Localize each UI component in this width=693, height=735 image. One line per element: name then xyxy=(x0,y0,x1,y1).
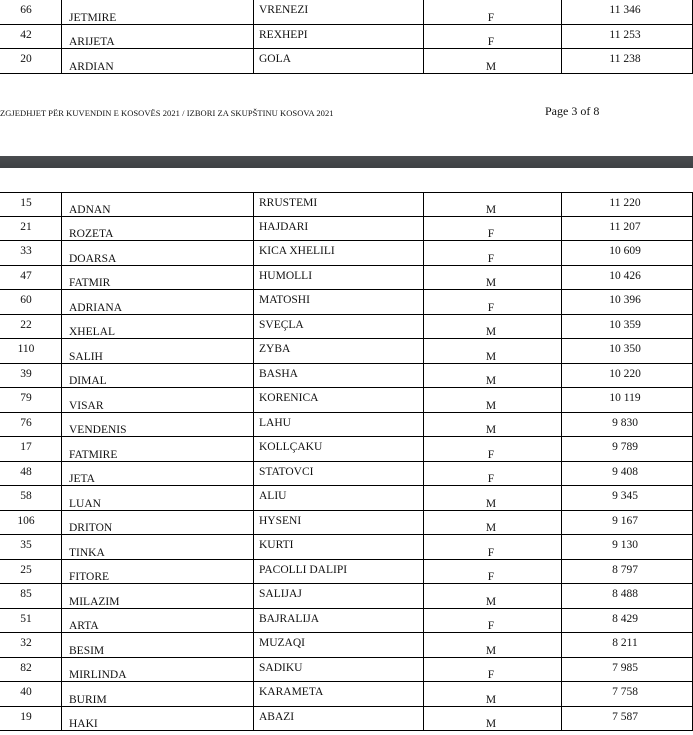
column-divider xyxy=(253,511,254,536)
column-divider xyxy=(61,25,62,50)
column-divider xyxy=(253,49,254,74)
vote-count: 9 130 xyxy=(612,539,638,551)
column-divider xyxy=(561,462,562,487)
first-name: JETA xyxy=(69,473,95,485)
column-divider xyxy=(423,0,424,25)
candidate-number: 48 xyxy=(20,465,32,478)
first-name: HAKI xyxy=(69,718,98,730)
column-divider xyxy=(423,486,424,511)
table-row xyxy=(0,388,693,413)
column-divider xyxy=(423,560,424,585)
first-name: ADNAN xyxy=(69,203,111,216)
vote-count: 9 345 xyxy=(612,490,638,502)
last-name: SADIKU xyxy=(259,661,303,674)
table-row xyxy=(0,584,693,609)
gender: M xyxy=(485,203,497,216)
column-divider xyxy=(561,193,562,217)
first-name: LUAN xyxy=(69,497,101,510)
gender: F xyxy=(487,228,495,240)
column-divider xyxy=(423,462,424,487)
footer-title: ZGJEDHJET PËR KUVENDIN E KOSOVËS 2021 / IZBORI ZA SKUPŠTINU KOSOVA 2021 xyxy=(0,108,334,118)
gender: F xyxy=(487,546,495,559)
candidate-number: 40 xyxy=(20,686,32,698)
column-divider xyxy=(61,437,62,462)
column-divider xyxy=(61,609,62,634)
vote-count: 9 789 xyxy=(612,441,638,453)
column-divider xyxy=(61,388,62,413)
column-divider xyxy=(61,241,62,266)
candidate-number: 47 xyxy=(20,269,32,282)
vote-count: 8 797 xyxy=(612,563,638,576)
column-divider xyxy=(561,0,562,25)
page-3-bottom xyxy=(0,0,693,156)
table-row xyxy=(0,633,693,658)
column-divider xyxy=(253,584,254,609)
column-divider xyxy=(253,413,254,438)
column-divider xyxy=(253,266,254,291)
last-name: KORENICA xyxy=(259,392,319,404)
last-name: KICA XHELILI xyxy=(259,245,335,257)
first-name: FATMIR xyxy=(69,277,111,289)
candidate-number: 76 xyxy=(20,416,32,429)
table-row xyxy=(0,609,693,634)
table-row xyxy=(0,241,693,266)
gender: M xyxy=(485,497,497,510)
column-divider xyxy=(561,388,562,413)
gender: M xyxy=(485,424,497,436)
vote-count: 8 429 xyxy=(612,612,638,625)
column-divider xyxy=(561,658,562,683)
first-name: TINKA xyxy=(69,546,105,559)
last-name: ALIU xyxy=(259,490,287,502)
last-name: MUZAQI xyxy=(259,637,305,649)
column-divider xyxy=(61,315,62,340)
column-divider xyxy=(423,511,424,536)
column-divider xyxy=(253,633,254,658)
table-row xyxy=(0,364,693,389)
last-name: KURTI xyxy=(259,539,294,551)
first-name: BESIM xyxy=(69,644,105,657)
first-name: MILAZIM xyxy=(69,595,120,608)
column-divider xyxy=(561,437,562,462)
first-name: DRITON xyxy=(69,522,113,534)
table-row xyxy=(0,658,693,683)
gender: F xyxy=(487,620,495,632)
gender: F xyxy=(487,252,495,265)
column-divider xyxy=(423,658,424,683)
column-divider xyxy=(423,193,424,217)
column-divider xyxy=(253,437,254,462)
column-divider xyxy=(561,339,562,364)
column-divider xyxy=(61,511,62,536)
candidate-number: 51 xyxy=(20,612,32,625)
column-divider xyxy=(61,290,62,315)
column-divider xyxy=(561,535,562,560)
vote-count: 9 408 xyxy=(612,465,638,478)
last-name: RRUSTEMI xyxy=(259,197,318,209)
column-divider xyxy=(561,707,562,732)
first-name: FITORE xyxy=(69,571,110,583)
gender: F xyxy=(487,571,495,583)
page-footer xyxy=(0,104,693,122)
column-divider xyxy=(61,193,62,217)
vote-count: 8 211 xyxy=(612,637,638,649)
vote-count: 9 167 xyxy=(612,514,638,527)
vote-count: 10 359 xyxy=(609,318,641,331)
gender: M xyxy=(485,693,497,706)
vote-count: 11 238 xyxy=(609,53,641,65)
first-name: XHELAL xyxy=(69,326,115,338)
first-name: DOARSA xyxy=(69,252,117,265)
column-divider xyxy=(253,241,254,266)
column-divider xyxy=(561,241,562,266)
gender: F xyxy=(487,669,495,681)
column-divider xyxy=(561,682,562,707)
table-row xyxy=(0,560,693,585)
last-name: HUMOLLI xyxy=(259,269,313,282)
column-divider xyxy=(561,315,562,340)
gender: M xyxy=(485,375,497,387)
first-name: VENDENIS xyxy=(69,424,127,436)
vote-count: 7 758 xyxy=(612,686,638,698)
column-divider xyxy=(253,217,254,242)
column-divider xyxy=(423,413,424,438)
column-divider xyxy=(561,49,562,74)
column-divider xyxy=(561,584,562,609)
candidate-number: 110 xyxy=(17,343,35,355)
column-divider xyxy=(423,388,424,413)
table-row xyxy=(0,192,693,217)
last-name: ABAZI xyxy=(259,710,295,723)
first-name: SALIH xyxy=(69,350,103,363)
vote-count: 10 220 xyxy=(609,367,641,380)
column-divider xyxy=(61,486,62,511)
candidate-number: 22 xyxy=(20,318,32,331)
vote-count: 10 350 xyxy=(609,343,641,355)
column-divider xyxy=(253,609,254,634)
column-divider xyxy=(423,437,424,462)
first-name: ROZETA xyxy=(69,228,114,240)
column-divider xyxy=(61,462,62,487)
last-name: BAJRALIJA xyxy=(259,612,320,625)
first-name: ARTA xyxy=(69,620,99,632)
last-name: HYSENI xyxy=(259,514,302,527)
candidate-number: 106 xyxy=(17,514,35,527)
column-divider xyxy=(61,560,62,585)
column-divider xyxy=(253,707,254,732)
column-divider xyxy=(61,584,62,609)
column-divider xyxy=(423,609,424,634)
column-divider xyxy=(423,49,424,74)
vote-count: 7 587 xyxy=(612,710,638,723)
column-divider xyxy=(253,462,254,487)
column-divider xyxy=(423,315,424,340)
column-divider xyxy=(423,535,424,560)
candidate-number: 21 xyxy=(20,220,32,233)
candidate-number: 35 xyxy=(20,539,32,551)
table-row xyxy=(0,0,693,25)
table-row xyxy=(0,25,693,50)
table-row xyxy=(0,511,693,536)
column-divider xyxy=(561,413,562,438)
vote-count: 11 253 xyxy=(609,28,641,41)
gender: F xyxy=(487,301,495,314)
first-name: VISAR xyxy=(69,399,104,412)
column-divider xyxy=(423,339,424,364)
gender: M xyxy=(485,644,497,657)
candidate-number: 60 xyxy=(20,294,32,306)
vote-count: 10 396 xyxy=(609,294,641,306)
gender: M xyxy=(485,718,497,730)
first-name: JETMIRE xyxy=(69,11,117,24)
table-row xyxy=(0,462,693,487)
gender: M xyxy=(485,350,497,363)
table-row xyxy=(0,682,693,707)
gender: F xyxy=(487,11,495,24)
first-name: MIRLINDA xyxy=(69,669,127,681)
column-divider xyxy=(61,535,62,560)
column-divider xyxy=(561,560,562,585)
candidate-number: 42 xyxy=(20,28,32,41)
column-divider xyxy=(423,290,424,315)
vote-count: 10 119 xyxy=(609,392,641,404)
last-name: BASHA xyxy=(259,367,298,380)
candidate-number: 20 xyxy=(20,53,32,65)
column-divider xyxy=(61,633,62,658)
gender: M xyxy=(485,326,497,338)
gender: M xyxy=(485,277,497,289)
first-name: ADRIANA xyxy=(69,301,123,314)
first-name: FATMIRE xyxy=(69,448,118,461)
candidate-number: 25 xyxy=(20,563,32,576)
candidate-number: 33 xyxy=(20,245,32,257)
last-name: HAJDARI xyxy=(259,220,309,233)
last-name: ZYBA xyxy=(259,343,291,355)
column-divider xyxy=(253,486,254,511)
last-name: REXHEPI xyxy=(259,28,308,41)
candidate-number: 79 xyxy=(20,392,32,404)
results-table xyxy=(0,192,693,731)
table-row xyxy=(0,315,693,340)
first-name: ARIJETA xyxy=(69,36,115,48)
column-divider xyxy=(423,707,424,732)
column-divider xyxy=(253,535,254,560)
column-divider xyxy=(253,193,254,217)
column-divider xyxy=(561,266,562,291)
table-row xyxy=(0,535,693,560)
column-divider xyxy=(561,290,562,315)
last-name: SALIJAJ xyxy=(259,588,302,600)
first-name: ARDIAN xyxy=(69,60,114,73)
column-divider xyxy=(561,633,562,658)
column-divider xyxy=(61,0,62,25)
gender: F xyxy=(487,36,495,48)
last-name: KOLLÇAKU xyxy=(259,441,323,453)
column-divider xyxy=(253,339,254,364)
vote-count: 11 207 xyxy=(609,220,641,233)
page-separator xyxy=(0,156,693,168)
column-divider xyxy=(61,658,62,683)
first-name: BURIM xyxy=(69,693,107,706)
column-divider xyxy=(253,364,254,389)
column-divider xyxy=(423,25,424,50)
column-divider xyxy=(61,413,62,438)
column-divider xyxy=(561,25,562,50)
table-row xyxy=(0,707,693,732)
gender: M xyxy=(485,399,497,412)
candidate-number: 58 xyxy=(20,490,32,502)
table-row xyxy=(0,217,693,242)
vote-count: 11 220 xyxy=(609,197,641,209)
table-row xyxy=(0,413,693,438)
column-divider xyxy=(423,217,424,242)
column-divider xyxy=(253,560,254,585)
column-divider xyxy=(561,364,562,389)
table-row xyxy=(0,49,693,74)
page-4-top xyxy=(0,168,693,735)
column-divider xyxy=(253,658,254,683)
column-divider xyxy=(423,364,424,389)
results-table-top xyxy=(0,0,693,74)
candidate-number: 32 xyxy=(20,637,32,649)
last-name: GOLA xyxy=(259,53,291,65)
column-divider xyxy=(561,486,562,511)
vote-count: 8 488 xyxy=(612,588,638,600)
last-name: SVEÇLA xyxy=(259,318,304,331)
column-divider xyxy=(561,511,562,536)
last-name: KARAMETA xyxy=(259,686,324,698)
candidate-number: 66 xyxy=(20,4,32,16)
column-divider xyxy=(253,682,254,707)
table-row xyxy=(0,266,693,291)
column-divider xyxy=(253,388,254,413)
table-row xyxy=(0,339,693,364)
column-divider xyxy=(423,241,424,266)
last-name: VRENEZI xyxy=(259,4,309,16)
column-divider xyxy=(61,682,62,707)
last-name: PACOLLI DALIPI xyxy=(259,563,348,576)
candidate-number: 82 xyxy=(20,661,32,674)
table-row xyxy=(0,437,693,462)
candidate-number: 39 xyxy=(20,367,32,380)
vote-count: 10 426 xyxy=(609,269,641,282)
column-divider xyxy=(561,609,562,634)
column-divider xyxy=(253,25,254,50)
table-row xyxy=(0,486,693,511)
column-divider xyxy=(253,315,254,340)
gender: M xyxy=(485,522,497,534)
candidate-number: 15 xyxy=(20,197,32,209)
column-divider xyxy=(61,266,62,291)
vote-count: 7 985 xyxy=(612,661,638,674)
column-divider xyxy=(423,682,424,707)
column-divider xyxy=(423,266,424,291)
candidate-number: 19 xyxy=(20,710,32,723)
gender: F xyxy=(487,473,495,485)
candidate-number: 17 xyxy=(20,441,32,453)
vote-count: 9 830 xyxy=(612,416,638,429)
last-name: MATOSHI xyxy=(259,294,310,306)
candidate-number: 85 xyxy=(20,588,32,600)
vote-count: 11 346 xyxy=(609,4,641,16)
gender: M xyxy=(485,595,497,608)
column-divider xyxy=(61,707,62,732)
column-divider xyxy=(423,584,424,609)
column-divider xyxy=(61,364,62,389)
first-name: DIMAL xyxy=(69,375,107,387)
page-number: Page 3 of 8 xyxy=(545,104,600,118)
last-name: LAHU xyxy=(259,416,291,429)
column-divider xyxy=(561,217,562,242)
column-divider xyxy=(253,290,254,315)
column-divider xyxy=(61,339,62,364)
column-divider xyxy=(61,49,62,74)
table-row xyxy=(0,290,693,315)
column-divider xyxy=(61,217,62,242)
column-divider xyxy=(423,633,424,658)
gender: M xyxy=(485,60,497,73)
last-name: STATOVCI xyxy=(259,465,314,478)
vote-count: 10 609 xyxy=(609,245,641,257)
gender: F xyxy=(487,448,495,461)
column-divider xyxy=(253,0,254,25)
